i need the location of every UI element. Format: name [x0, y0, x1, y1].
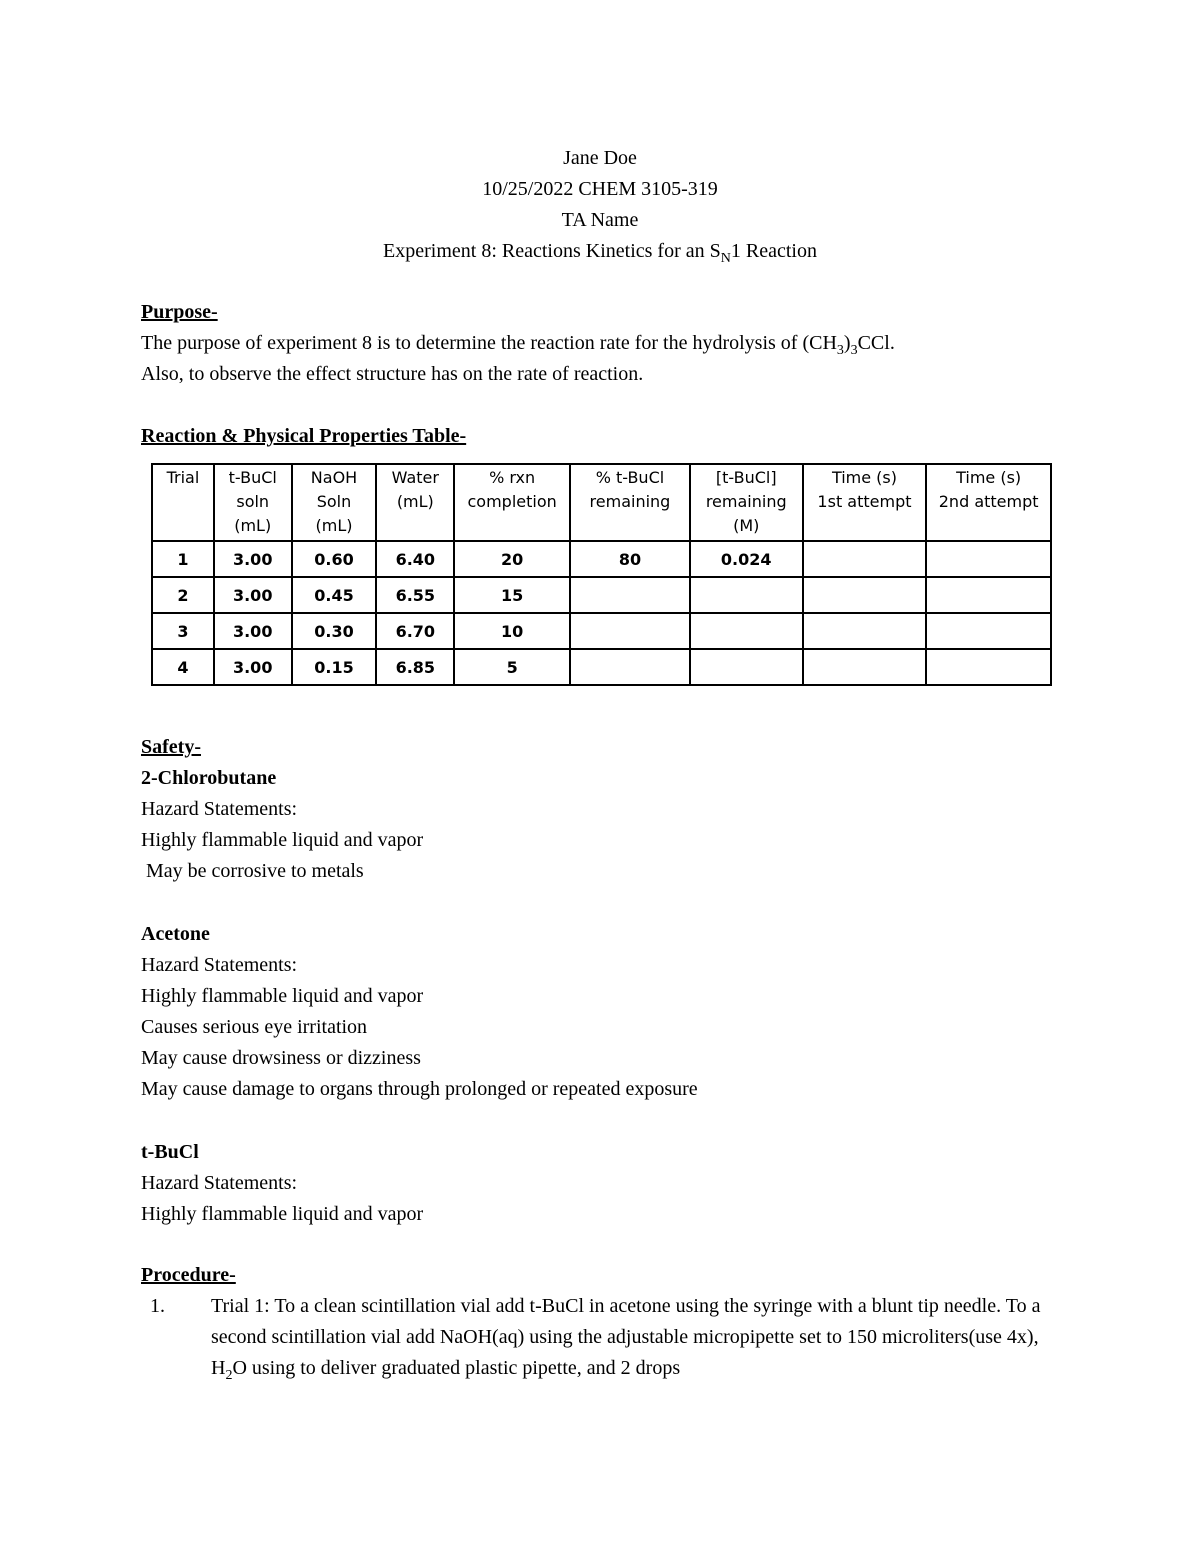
table-cell: 4	[152, 649, 214, 685]
experiment-title: Experiment 8: Reactions Kinetics for an $S_N1$ Reaction	[383, 240, 817, 266]
hazard-item: May be corrosive to metals	[141, 860, 364, 882]
table-row	[152, 577, 1051, 613]
hazard-item: May cause drowsiness or dizziness	[141, 1047, 421, 1069]
hazard-label: Hazard Statements:	[141, 954, 298, 976]
table-cell: 3.00	[214, 613, 292, 649]
table-row	[152, 649, 1051, 685]
table-cell: 10	[454, 613, 570, 649]
table-cell: 6.40	[376, 541, 454, 577]
header-tbucl-soln: t-BuCl soln (mL)	[214, 464, 292, 541]
table-cell	[926, 541, 1051, 577]
table-cell: 0.45	[292, 577, 377, 613]
document-header	[0, 143, 1200, 267]
purpose-heading: Purpose-	[141, 301, 218, 323]
table-cell: 0.15	[292, 649, 377, 685]
purpose-line-1: The purpose of experiment 8 is to determine the reaction rate for the hydrolysis of $(CH_3)_3CCl$.	[141, 332, 895, 358]
table-cell: 15	[454, 577, 570, 613]
table-cell	[570, 577, 690, 613]
header-water: Water (mL)	[376, 464, 454, 541]
table-heading: Reaction & Physical Properties Table-	[141, 425, 467, 447]
table-cell: 3.00	[214, 541, 292, 577]
table-header-row	[152, 464, 1051, 541]
step-number: 1.	[150, 1295, 165, 1317]
procedure-step-1	[141, 1291, 1061, 1391]
table-cell: 6.70	[376, 613, 454, 649]
header-trial: Trial	[152, 464, 214, 541]
table-cell: 3.00	[214, 649, 292, 685]
table-cell: 1	[152, 541, 214, 577]
ta-name: TA Name	[561, 209, 639, 231]
hazard-item: May cause damage to organs through prolonged or repeated exposure	[141, 1078, 698, 1100]
table-cell	[690, 577, 803, 613]
hazard-label: Hazard Statements:	[141, 1172, 298, 1194]
table-cell	[570, 613, 690, 649]
purpose-line-2: Also, to observe the effect structure has on the rate of reaction.	[141, 363, 644, 385]
author-name: Jane Doe	[563, 147, 637, 169]
header-time-first: Time (s) 1st attempt	[803, 464, 927, 541]
table-cell: 6.55	[376, 577, 454, 613]
table-cell: 3	[152, 613, 214, 649]
table-cell	[690, 613, 803, 649]
table-cell: 2	[152, 577, 214, 613]
chemical-name-chlorobutane: 2-Chlorobutane	[141, 767, 277, 789]
header-naoh-soln: NaOH Soln (mL)	[292, 464, 377, 541]
table-cell: 0.30	[292, 613, 377, 649]
table-cell: 0.60	[292, 541, 377, 577]
table-row	[152, 613, 1051, 649]
header-time-second: Time (s) 2nd attempt	[926, 464, 1051, 541]
safety-heading: Safety-	[141, 736, 201, 758]
properties-table	[151, 463, 1052, 686]
hazard-label: Hazard Statements:	[141, 798, 298, 820]
chemical-name-acetone: Acetone	[141, 923, 210, 945]
table-cell	[690, 649, 803, 685]
table-cell: 5	[454, 649, 570, 685]
table-cell	[926, 577, 1051, 613]
table-cell: 3.00	[214, 577, 292, 613]
table-cell: 80	[570, 541, 690, 577]
table-cell: 6.85	[376, 649, 454, 685]
hazard-item: Causes serious eye irritation	[141, 1016, 368, 1038]
table-cell	[803, 577, 927, 613]
header-tbucl-concentration: [t-BuCl] remaining (M)	[690, 464, 803, 541]
table-cell: 0.024	[690, 541, 803, 577]
table-cell	[803, 649, 927, 685]
hazard-item: Highly flammable liquid and vapor	[141, 1203, 424, 1225]
date-course: 10/25/2022 CHEM 3105-319	[482, 178, 718, 200]
hazard-item: Highly flammable liquid and vapor	[141, 829, 424, 851]
table-row	[152, 541, 1051, 577]
table-cell	[926, 649, 1051, 685]
header-rxn-completion: % rxn completion	[454, 464, 570, 541]
table-cell	[570, 649, 690, 685]
chemical-name-tbucl: t-BuCl	[141, 1141, 199, 1163]
procedure-heading: Procedure-	[141, 1264, 236, 1286]
table-cell: 20	[454, 541, 570, 577]
table-cell	[803, 541, 927, 577]
table-cell	[926, 613, 1051, 649]
table-cell	[803, 613, 927, 649]
header-tbucl-remaining: % t-BuCl remaining	[570, 464, 690, 541]
hazard-item: Highly flammable liquid and vapor	[141, 985, 424, 1007]
step-text: Trial 1: To a clean scintillation vial add t-BuCl in acetone using the syringe with a blunt tip needle. To a second scintillation vial add NaOH(aq) using the adjustable micropipette set to 150 microliters(use 4x), $H_2O$ using to deliver graduated plastic pipette, and 2 drops	[211, 1295, 1041, 1383]
